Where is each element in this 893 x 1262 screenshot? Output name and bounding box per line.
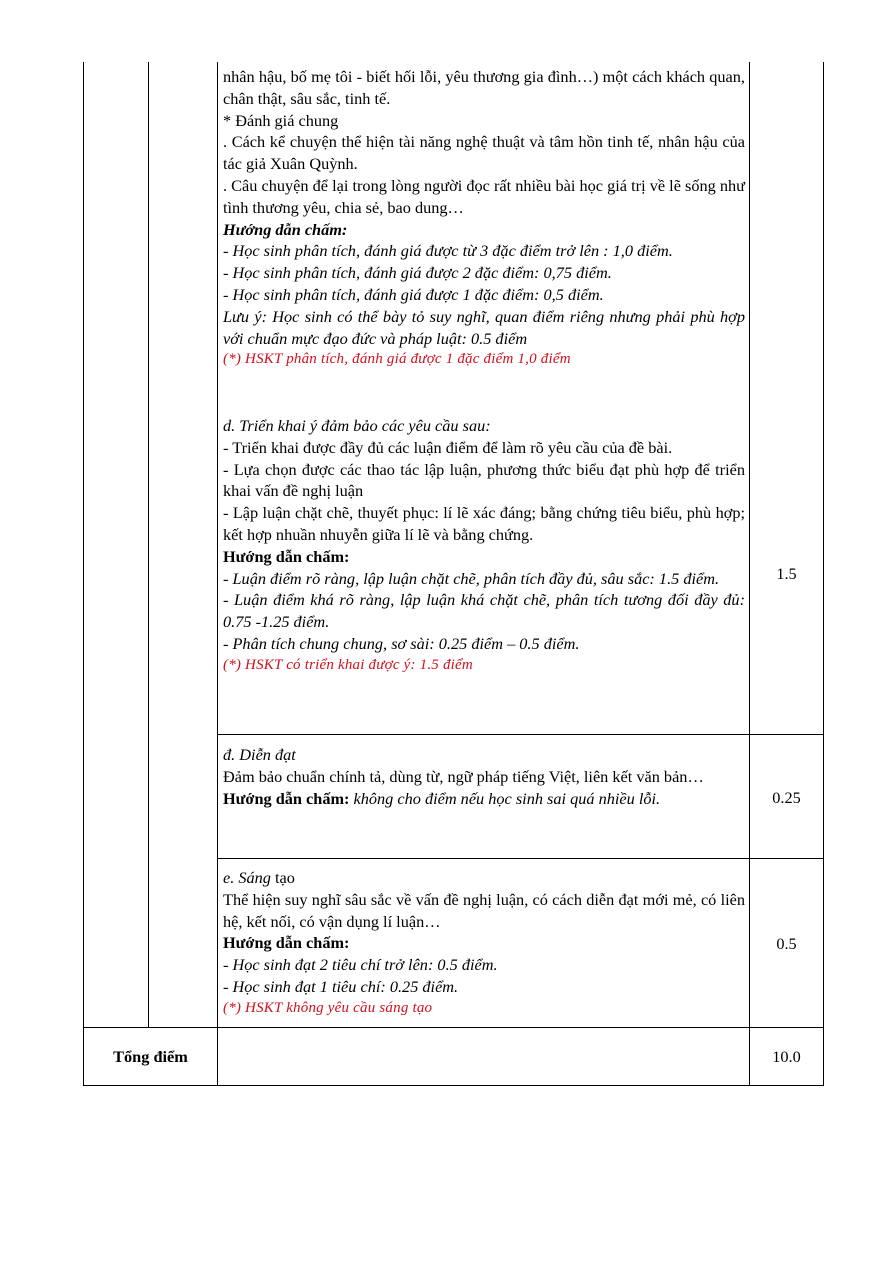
row-divider-1: [217, 734, 824, 735]
grading-guide-title: Hướng dẫn chấm:: [223, 788, 350, 808]
score-creativity: 0.5: [776, 934, 797, 953]
table-border-col1: [148, 62, 149, 1027]
grading-guide-title: Hướng dẫn chấm:: [223, 933, 350, 953]
special-needs-note: (*) HSKT có triển khai được ý: 1.5 điểm: [223, 656, 473, 673]
paragraph: Đảm bảo chuẩn chính tả, dùng từ, ngữ pháp tiếng Việt, liên kết văn bản…: [223, 766, 704, 786]
grading-item: - Luận điểm rõ ràng, lập luận chặt chẽ, phân tích đầy đủ, sâu sắc: 1.5 điểm.: [223, 568, 720, 588]
grading-item: - Học sinh đạt 2 tiêu chí trở lên: 0.5 điểm.: [223, 955, 498, 975]
grading-guide-title: Hướng dẫn chấm:: [223, 219, 348, 239]
grading-item: - Phân tích chung chung, sơ sài: 0.25 điểm – 0.5 điểm.: [223, 633, 580, 653]
grading-item: - Học sinh đạt 1 tiêu chí: 0.25 điểm.: [223, 976, 459, 996]
special-needs-note: (*) HSKT phân tích, đánh giá được 1 đặc điểm 1,0 điểm: [223, 351, 571, 368]
section-label: * Đánh giá chung: [223, 110, 339, 130]
creativity-block: [223, 867, 745, 1020]
paragraph: . Câu chuyện để lại trong lòng người đọc rất nhiều bài học giá trị về lẽ sống như tình thương yêu, chia sẻ, bao dung…: [223, 175, 745, 217]
grading-item: - Học sinh phân tích, đánh giá được từ 3 đặc điểm trở lên : 1,0 điểm.: [223, 241, 673, 261]
expression-block: [223, 744, 745, 809]
criterion-heading: d. Triển khai ý đảm bảo các yêu cầu sau:: [223, 416, 491, 435]
grading-item: - Học sinh phân tích, đánh giá được 2 đặc điểm: 0,75 điểm.: [223, 263, 612, 283]
criterion-heading: đ. Diễn đạt: [223, 745, 296, 764]
row-divider-2: [217, 858, 824, 859]
grading-item: không cho điểm nếu học sinh sai quá nhiều lỗi.: [349, 788, 661, 808]
paragraph: nhân hậu, bố mẹ tôi - biết hối lỗi, yêu thương gia đình…) một cách khách quan, chân thật, sâu sắc, tinh tế.: [223, 67, 745, 108]
grading-note: Lưu ý: Học sinh có thể bày tỏ suy nghĩ, quan điểm riêng nhưng phải phù hợp với chuẩn mực đạo đức và pháp luật: 0.5 điểm: [223, 306, 745, 348]
paragraph: - Lập luận chặt chẽ, thuyết phục: lí lẽ xác đáng; bằng chứng tiêu biểu, phù hợp; kết hợp nhuần nhuyễn giữa lí lẽ và bằng chứng.: [223, 503, 745, 544]
paragraph: - Triển khai được đầy đủ các luận điểm để làm rõ yêu cầu của đề bài.: [223, 437, 673, 457]
score-expression: 0.25: [772, 788, 801, 807]
development-block: [223, 415, 745, 677]
paragraph: Thể hiện suy nghĩ sâu sắc về vấn đề nghị luận, có cách diễn đạt mới mẻ, có liên hệ, kết nối, có vận dụng lí luận…: [223, 889, 745, 931]
grading-guide-title: Hướng dẫn chấm:: [223, 546, 350, 566]
table-border-bottom: [83, 1085, 824, 1086]
total-label: Tổng điểm: [113, 1047, 188, 1066]
score-development: 1.5: [776, 564, 797, 583]
paragraph: . Cách kể chuyện thể hiện tài năng nghệ thuật và tâm hồn tinh tế, nhân hậu của tác giả Xuân Quỳnh.: [223, 132, 745, 174]
grading-item: - Luận điểm khá rõ ràng, lập luận khá chặt chẽ, phân tích tương đối đầy đủ: 0.75 -1.25 điểm.: [223, 590, 745, 632]
special-needs-note: (*) HSKT không yêu cầu sáng tạo: [223, 999, 433, 1016]
criterion-heading: e. Sáng: [223, 868, 271, 887]
grading-item: - Học sinh phân tích, đánh giá được 1 đặc điểm: 0,5 điểm.: [223, 284, 604, 304]
table-border-left: [83, 62, 84, 1086]
paragraph: - Lựa chọn được các thao tác lập luận, phương thức biểu đạt phù hợp để triển khai vấn đề nghị luận: [223, 459, 745, 501]
analysis-evaluation-block: [223, 66, 745, 371]
table-border-col2: [217, 62, 218, 1086]
criterion-heading-suffix: tạo: [270, 868, 295, 887]
table-border-right: [823, 62, 824, 1086]
row-divider-total-top: [83, 1027, 824, 1028]
total-score: 10.0: [772, 1047, 801, 1066]
